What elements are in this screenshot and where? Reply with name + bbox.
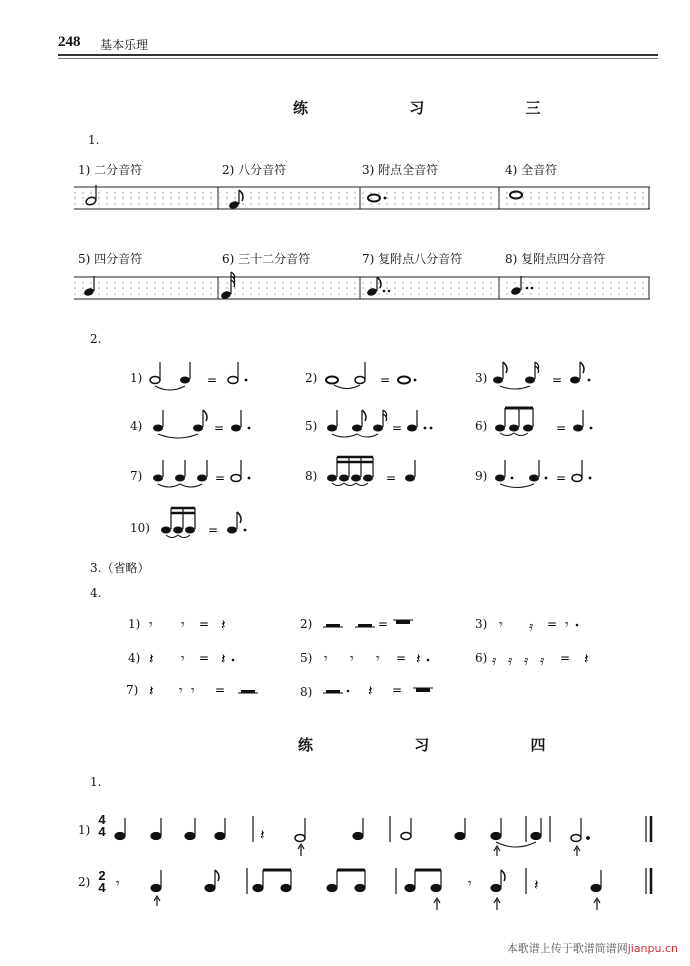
q2-item-3: 3) (475, 371, 488, 385)
q2-tie-4 (148, 406, 258, 440)
svg-text:𝄽: 𝄽 (584, 650, 589, 668)
q4-rests-2 (320, 610, 430, 636)
page-number: 248 (58, 34, 81, 50)
half-note (85, 185, 97, 206)
svg-text:𝄾: 𝄾 (149, 617, 153, 633)
q2-item-6: 6) (475, 419, 488, 433)
label-thirty-second-note: 6) 三十二分音符 (222, 252, 311, 266)
footer-text: 本歌谱上传于歌谱简谱网 (506, 942, 628, 955)
svg-text:𝄽: 𝄽 (368, 682, 373, 700)
svg-text:𝄽: 𝄽 (534, 876, 539, 894)
book-title: 基本乐理 (100, 38, 149, 52)
svg-text:𝄿: 𝄿 (529, 619, 534, 635)
q2-tie-5 (322, 406, 442, 440)
q2-item-1: 1) (130, 371, 143, 385)
svg-text:=: = (392, 421, 403, 435)
svg-text:𝄾: 𝄾 (324, 651, 328, 667)
header-rule-thin (58, 58, 658, 59)
svg-text:𝄽: 𝄽 (416, 650, 421, 668)
footer-site: jianpu.cn (627, 942, 678, 955)
svg-text:=: = (215, 683, 226, 697)
svg-text:𝄽: 𝄽 (260, 826, 265, 844)
q2-item-2: 2) (305, 371, 318, 385)
svg-text:𝄽: 𝄽 (221, 650, 226, 668)
q4-rests-5 (320, 644, 440, 670)
q4-item-7: 7) (126, 683, 139, 697)
exercise-3-title: 练 习 三 (293, 99, 589, 117)
svg-text:=: = (556, 421, 567, 435)
svg-text:=: = (380, 373, 391, 387)
q4-rests-6 (490, 644, 610, 670)
rhythm-line-1 (110, 808, 660, 860)
svg-text:=: = (396, 651, 407, 665)
q2-tie-2 (322, 358, 432, 392)
rhythm-line-2-label: 2) (78, 875, 91, 889)
q2-item-7: 7) (130, 469, 143, 483)
label-half-note: 1) 二分音符 (78, 163, 143, 177)
q4-rests-8 (320, 676, 440, 702)
svg-text:𝄾: 𝄾 (181, 651, 185, 667)
svg-text:𝄾: 𝄾 (565, 617, 569, 633)
q4-rests-4 (145, 644, 255, 670)
q2-item-5: 5) (305, 419, 318, 433)
rhythm-line-2 (110, 862, 660, 918)
svg-text:𝄾: 𝄾 (350, 651, 354, 667)
svg-text:𝄿: 𝄿 (524, 653, 529, 669)
svg-text:𝄾: 𝄾 (179, 683, 183, 699)
svg-text:=: = (208, 523, 219, 537)
exercise-4-title: 练 习 四 (298, 736, 594, 754)
svg-text:𝄿: 𝄿 (508, 653, 513, 669)
q4-item-3: 3) (475, 617, 488, 631)
svg-text:𝄾: 𝄾 (499, 617, 503, 633)
question-2-number: 2. (90, 332, 102, 346)
q2-tie-9 (492, 456, 602, 490)
q2-item-4: 4) (130, 419, 143, 433)
time-signature-2-4: 2 4 (98, 868, 106, 895)
svg-text:𝄾: 𝄾 (191, 683, 195, 699)
svg-text:𝄿: 𝄿 (540, 653, 545, 669)
q2-item-10: 10) (130, 521, 150, 535)
q2-item-9: 9) (475, 469, 488, 483)
svg-text:=: = (560, 651, 571, 665)
svg-text:=: = (215, 471, 226, 485)
label-quarter-note: 5) 四分音符 (78, 252, 143, 266)
svg-text:=: = (392, 683, 403, 697)
svg-text:𝄾: 𝄾 (376, 651, 380, 667)
q2-item-8: 8) (305, 469, 318, 483)
q2-tie-3 (490, 358, 600, 392)
question-4-number: 4. (90, 586, 102, 600)
q4-rests-1 (145, 610, 255, 636)
q4-item-4: 4) (128, 651, 141, 665)
header-rule (58, 54, 658, 56)
footer-watermark (507, 940, 678, 956)
label-dotted-whole-note: 3) 附点全音符 (362, 163, 439, 177)
svg-text:𝄽: 𝄽 (221, 616, 226, 634)
q4-item-5: 5) (300, 651, 313, 665)
q4-rests-7 (145, 676, 265, 702)
q2-tie-1 (145, 358, 255, 392)
page-header (58, 30, 658, 66)
label-double-dotted-quarter: 8) 复附点四分音符 (505, 252, 606, 266)
svg-text:=: = (214, 421, 225, 435)
svg-text:=: = (199, 651, 210, 665)
q4-item-8: 8) (300, 685, 313, 699)
q4-item-2: 2) (300, 617, 313, 631)
svg-text:𝄾: 𝄾 (116, 876, 120, 892)
double-dotted-quarter-note (510, 276, 533, 296)
q4-rests-3 (495, 610, 595, 636)
svg-text:=: = (556, 471, 567, 485)
svg-text:=: = (199, 617, 210, 631)
svg-text:𝄽: 𝄽 (149, 682, 154, 700)
label-eighth-note: 2) 八分音符 (222, 163, 287, 177)
svg-text:𝄿: 𝄿 (492, 653, 497, 669)
svg-text:=: = (207, 373, 218, 387)
svg-text:=: = (552, 373, 563, 387)
q4-item-1: 1) (128, 617, 141, 631)
svg-text:𝄽: 𝄽 (149, 650, 154, 668)
svg-text:𝄾: 𝄾 (468, 876, 472, 892)
label-whole-note: 4) 全音符 (505, 163, 558, 177)
staff-row-2 (74, 270, 654, 310)
svg-text:=: = (378, 617, 389, 631)
svg-text:=: = (386, 471, 397, 485)
rhythm-line-1-label: 1) (78, 823, 91, 837)
q2-tie-7 (148, 456, 258, 490)
svg-text:𝄾: 𝄾 (181, 617, 185, 633)
q2-tie-10 (158, 504, 268, 542)
question-3: 3.（省略） (90, 561, 150, 575)
q4-item-6: 6) (475, 651, 488, 665)
question-1-number: 1. (88, 133, 100, 147)
thirty-second-note (220, 272, 234, 300)
exercise-4-question-1: 1. (90, 775, 102, 789)
q2-tie-8 (324, 454, 434, 490)
q2-tie-6 (492, 404, 602, 440)
staff-row-1 (74, 180, 654, 220)
time-signature-4-4: 4 4 (98, 812, 106, 839)
svg-text:=: = (547, 617, 558, 631)
label-double-dotted-eighth: 7) 复附点八分音符 (362, 252, 463, 266)
quarter-note (83, 276, 95, 297)
